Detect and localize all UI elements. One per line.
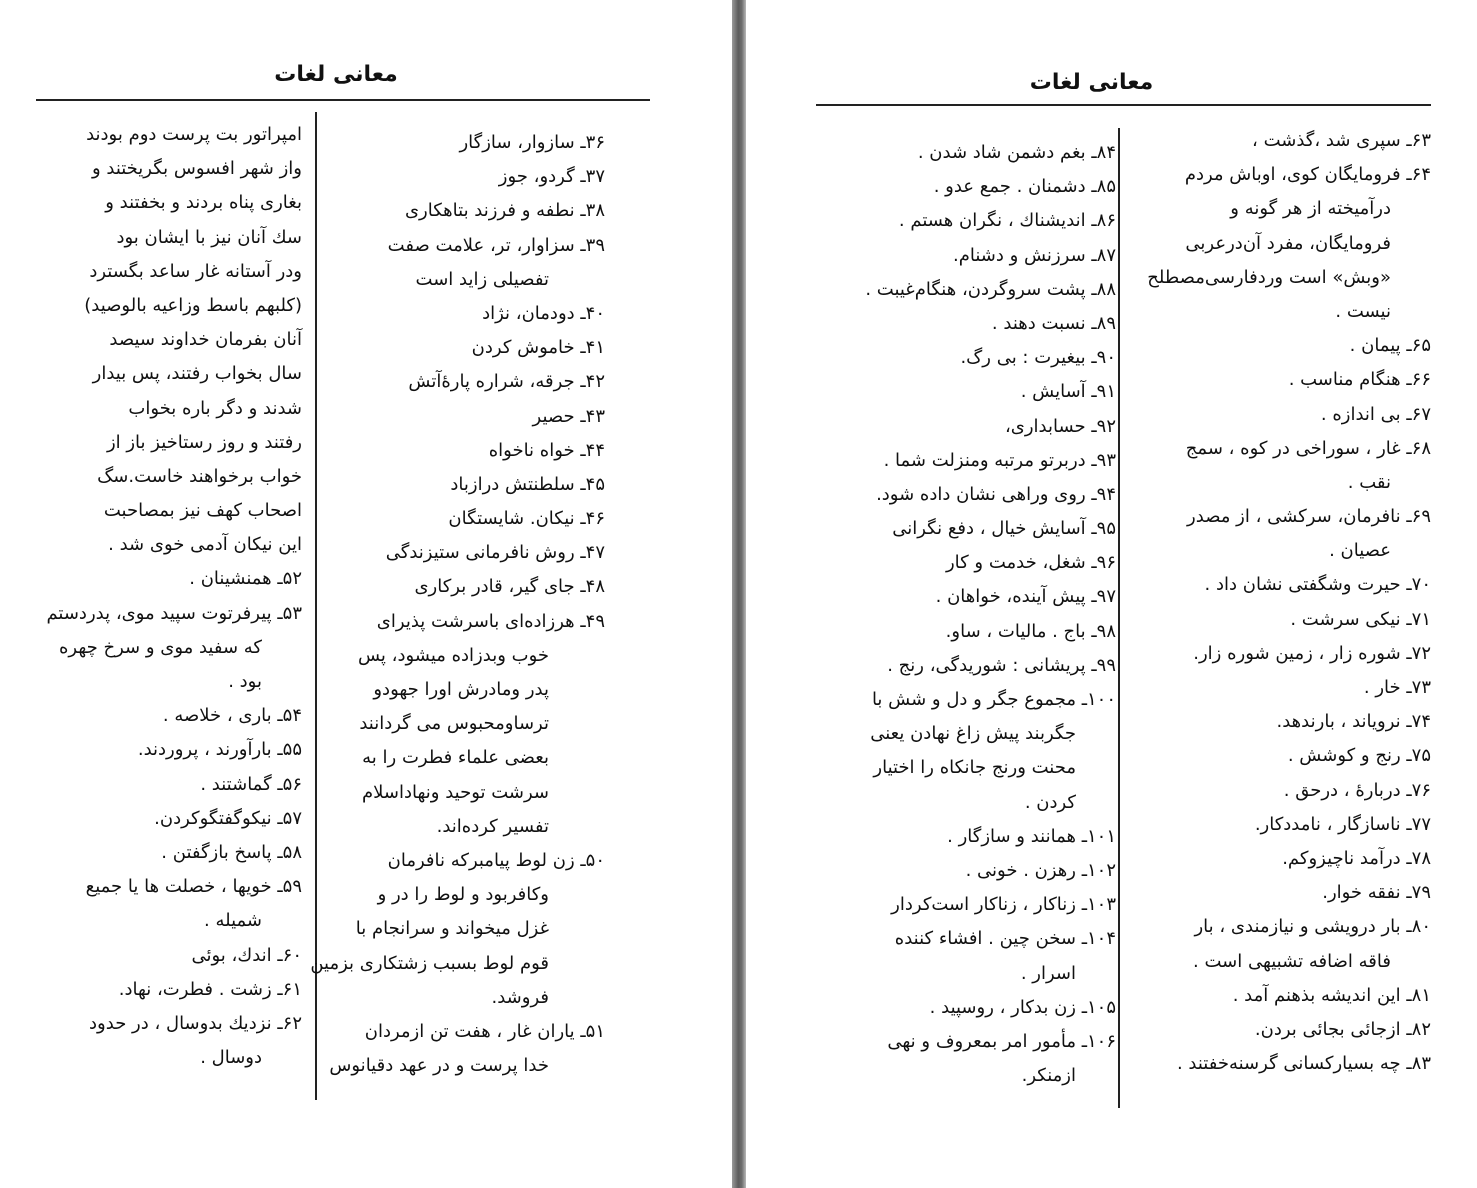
glossary-line: ۱۰۴ـ سخن چین . افشاء کننده — [894, 928, 1116, 950]
glossary-line: ۴۴ـ خواه ناخواه — [488, 439, 605, 461]
right-page-left-column — [828, 136, 1116, 1093]
glossary-line: شمیله . — [204, 910, 262, 932]
left-page-header-rule — [36, 99, 650, 101]
glossary-line: ۶۹ـ نافرمان، سرکشی ، از مصدر — [1187, 506, 1431, 528]
glossary-line: ۷۳ـ خار . — [1363, 677, 1431, 698]
glossary-line: نقب . — [1347, 471, 1391, 493]
glossary-line: ۷۸ـ درآمد ناچیزوکم. — [1282, 847, 1431, 869]
glossary-line: ۶۲ـ نزدیك بدوسال ، در حدود — [89, 1012, 302, 1034]
glossary-line: قوم لوط بسبب زشتکاری بزمین — [310, 952, 549, 974]
glossary-line: که سفید موی و سرخ چهره — [58, 636, 262, 658]
glossary-line: امپراتور بت پرست دوم بودند — [86, 124, 302, 145]
glossary-line: فروشد. — [491, 986, 549, 1008]
glossary-line: ۴۶ـ نیکان. شایستگان — [448, 508, 605, 530]
glossary-line: ۹۰ـ بیغیرت : بی رگ. — [960, 347, 1116, 369]
glossary-line: (کلبهم باسط وزاعیه بالوصید) — [84, 294, 302, 316]
glossary-line: ۵۷ـ نیکوگفتگوکردن. — [154, 807, 302, 829]
glossary-line: خواب برخواهند خاست.سگ — [97, 465, 302, 487]
glossary-line: ۸۲ـ ازجائی بجائی بردن. — [1254, 1018, 1431, 1040]
glossary-line: ۷۹ـ نفقه خوار. — [1322, 882, 1431, 904]
glossary-line: بود . — [228, 671, 262, 692]
glossary-line: ۴۵ـ سلطنتش درازباد — [450, 473, 605, 495]
glossary-line: ۶۸ـ غار ، سوراخی در کوه ، سمج — [1185, 437, 1431, 459]
glossary-line: وکافربود و لوط را در و — [377, 884, 549, 906]
glossary-line: پدر ومادرش اورا جهودو — [373, 679, 549, 700]
glossary-line: ۴۳ـ حصیر — [532, 405, 605, 427]
glossary-line: تفصیلی زاید است — [415, 268, 549, 290]
glossary-line: ۱۰۵ـ زن بدکار ، روسپید . — [929, 996, 1116, 1018]
glossary-line: ودر آستانه غار ساعد بگسترد — [89, 260, 302, 282]
glossary-line: فرومایگان، مفرد آن‌درعربی — [1185, 232, 1391, 254]
glossary-line: ۹۳ـ دربرتو مرتبه ومنزلت شما . — [883, 449, 1116, 471]
glossary-line: تفسیر کرده‌اند. — [436, 815, 549, 837]
glossary-line: ۶۷ـ بی اندازه . — [1320, 403, 1431, 425]
glossary-line: ۱۰۲ـ رهزن . خونی . — [965, 859, 1116, 881]
right-page-right-column — [1131, 124, 1431, 1081]
left-page-title: معانی لغات — [274, 62, 398, 87]
glossary-line: ۶۳ـ سپری شد ،گذشت ، — [1252, 130, 1431, 151]
glossary-line: ۵۲ـ همنشینان . — [189, 568, 302, 590]
glossary-line: ۷۶ـ دربارۀ ، درحق . — [1283, 779, 1431, 801]
glossary-line: خدا پرست و در عهد دقیانوس — [329, 1055, 549, 1077]
glossary-line: ۳۷ـ گردو، جوز — [498, 166, 605, 188]
glossary-line: ۷۴ـ نرویاند ، بارندهد. — [1276, 711, 1431, 733]
glossary-line: ۱۰۰ـ مجموع جگر و دل و شش با — [871, 689, 1116, 710]
glossary-line: اصحاب کهف نیز بمصاحبت — [103, 500, 302, 522]
glossary-line: ۹۱ـ آسایش . — [1020, 381, 1116, 403]
glossary-line: سال بخواب رفتند، پس بیدار — [92, 363, 302, 385]
glossary-line: ۸۴ـ بغم دشمن شاد شدن . — [917, 142, 1116, 163]
glossary-line: اسرار . — [1020, 962, 1076, 984]
glossary-line: ۹۹ـ پریشانی : شوریدگی، رنج . — [887, 654, 1116, 676]
left-page — [0, 0, 732, 1188]
book-spine — [732, 0, 746, 1188]
glossary-line: ۴۸ـ جای گیر، قادر برکاری — [414, 576, 605, 598]
glossary-line: ۴۰ـ دودمان، نژاد — [482, 302, 605, 324]
left-page-right-column — [310, 126, 605, 1083]
glossary-line: جگربند پیش زاغ نهادن یعنی — [870, 723, 1076, 745]
glossary-line: ۵۳ـ پیرفرتوت سپید موی، پدردستم — [46, 602, 302, 624]
glossary-line: ۶۱ـ زشت . فطرت، نهاد. — [118, 978, 302, 1000]
glossary-line: «وبش» است وردفارسی‌مصطلح — [1147, 266, 1391, 288]
glossary-line: ۹۶ـ شغل، خدمت و کار — [945, 552, 1116, 574]
glossary-line: سرشت توحید ونهاداسلام — [362, 781, 549, 803]
glossary-line: بغاری پناه بردند و بخفتند و — [105, 192, 302, 214]
glossary-line: ۸۵ـ دشمنان . جمع عدو . — [933, 176, 1116, 198]
glossary-line: ۶۶ـ هنگام مناسب . — [1288, 369, 1431, 391]
glossary-line: ۹۷ـ پیش آینده، خواهان . — [935, 586, 1116, 608]
right-page — [746, 0, 1477, 1188]
glossary-line: ۵۹ـ خویها ، خصلت ها یا جمیع — [85, 876, 302, 898]
glossary-line: ۸۶ـ اندیشناك ، نگران هستم . — [898, 210, 1116, 232]
glossary-line: ۶۵ـ پیمان . — [1349, 335, 1431, 357]
glossary-line: سك آنان نیز با ایشان بود — [116, 226, 302, 248]
glossary-line: این نیکان آدمی خوی شد . — [108, 534, 302, 556]
glossary-line: رفتند و روز رستاخیز باز از — [106, 431, 302, 453]
glossary-line: ۱۰۶ـ مأمور امر بمعروف و نهی — [887, 1030, 1116, 1052]
glossary-line: ۹۲ـ حسابداری، — [1004, 415, 1116, 437]
right-page-header-rule — [816, 104, 1431, 106]
glossary-line: ۸۹ـ نسبت دهند . — [991, 312, 1116, 334]
glossary-line: ۳۶ـ سازوار، سازگار — [459, 132, 605, 153]
glossary-line: ۹۸ـ باج . مالیات ، ساو. — [945, 620, 1116, 642]
glossary-line: ۶۰ـ اندك، بوئی — [191, 944, 302, 966]
glossary-line: ۵۰ـ زن لوط پیامبرکه نافرمان — [387, 849, 605, 871]
glossary-line: ۸۳ـ چه بسیارکسانی گرسنه‌خفتند . — [1176, 1053, 1431, 1075]
glossary-line: ۷۱ـ نیکی سرشت . — [1290, 608, 1431, 630]
glossary-line: ۸۷ـ سرزنش و دشنام. — [952, 244, 1116, 266]
glossary-line: واز شهر افسوس بگریختند و — [91, 158, 302, 180]
glossary-line: ۴۹ـ هرزاده‌ای باسرشت پذیرای — [376, 610, 605, 632]
glossary-line: ۱۰۳ـ زناکار ، زناکار است‌کردار — [891, 894, 1116, 916]
glossary-line: ۵۵ـ بارآورند ، پروردند. — [137, 739, 302, 761]
glossary-line: کردن . — [1024, 791, 1076, 813]
glossary-line: ۵۶ـ گماشتند . — [200, 773, 302, 795]
glossary-line: شدند و دگر باره بخواب — [128, 397, 302, 419]
glossary-line: خوب وبدزاده میشود، پس — [357, 644, 549, 666]
left-page-left-column — [12, 118, 302, 1075]
glossary-line: فاقه اضافه تشبیهی است . — [1193, 950, 1391, 972]
glossary-line: ۳۹ـ سزاوار، تر، علامت صفت — [387, 234, 605, 256]
glossary-line: ۶۴ـ فرومایگان کوی، اوباش مردم — [1184, 164, 1431, 186]
glossary-line: درآمیخته از هر گونه و — [1230, 198, 1391, 220]
glossary-line: غزل میخواند و سرانجام با — [355, 918, 549, 940]
right-page-title: معانی لغات — [1029, 70, 1154, 95]
glossary-line: ۷۵ـ رنج و کوشش . — [1287, 745, 1431, 767]
glossary-line: ۷۷ـ ناسازگار ، نامددکار. — [1254, 813, 1431, 835]
glossary-line: ۴۷ـ روش نافرمانی ستیزندگی — [385, 542, 605, 564]
glossary-line: نیست . — [1335, 300, 1391, 322]
glossary-line: ۵۴ـ باری ، خلاصه . — [162, 705, 302, 727]
glossary-line: ۴۲ـ جرقه، شراره پارۀآتش — [408, 371, 605, 393]
glossary-line: ۸۸ـ پشت سروگردن، هنگام‌غیبت . — [865, 278, 1116, 300]
glossary-line: ۷۰ـ حیرت وشگفتی نشان داد . — [1204, 574, 1431, 596]
glossary-line: ترساومحبوس می گردانند — [359, 713, 549, 735]
glossary-line: دوسال . — [200, 1047, 262, 1069]
glossary-line: ۷۲ـ شوره زار ، زمین شوره زار. — [1193, 642, 1431, 664]
glossary-line: ۵۸ـ پاسخ بازگفتن . — [161, 841, 302, 863]
glossary-line: ۹۵ـ آسایش خیال ، دفع نگرانی — [892, 518, 1116, 540]
glossary-line: ۸۰ـ بار درویشی و نیازمندی ، بار — [1194, 916, 1431, 938]
glossary-line: ازمنکر. — [1021, 1065, 1076, 1087]
glossary-line: آنان بفرمان خداوند سیصد — [109, 329, 302, 351]
glossary-line: محنت ورنج جانکاه را اختیار — [873, 757, 1076, 779]
glossary-line: عصیان . — [1329, 540, 1391, 562]
glossary-line: ۱۰۱ـ همانند و سازگار . — [947, 825, 1116, 847]
glossary-line: ۵۱ـ یاران غار ، هفت تن ازمردان — [364, 1020, 605, 1042]
glossary-line: ۳۸ـ نطفه و فرزند بتاهکاری — [404, 200, 605, 222]
glossary-line: بعضی علماء فطرت را به — [362, 747, 549, 769]
glossary-line: ۴۱ـ خاموش کردن — [471, 337, 605, 359]
glossary-line: ۸۱ـ این اندیشه بذهنم آمد . — [1232, 984, 1431, 1006]
glossary-line: ۹۴ـ روی وراهی نشان داده شود. — [876, 483, 1116, 505]
right-page-column-divider — [1118, 128, 1120, 1108]
